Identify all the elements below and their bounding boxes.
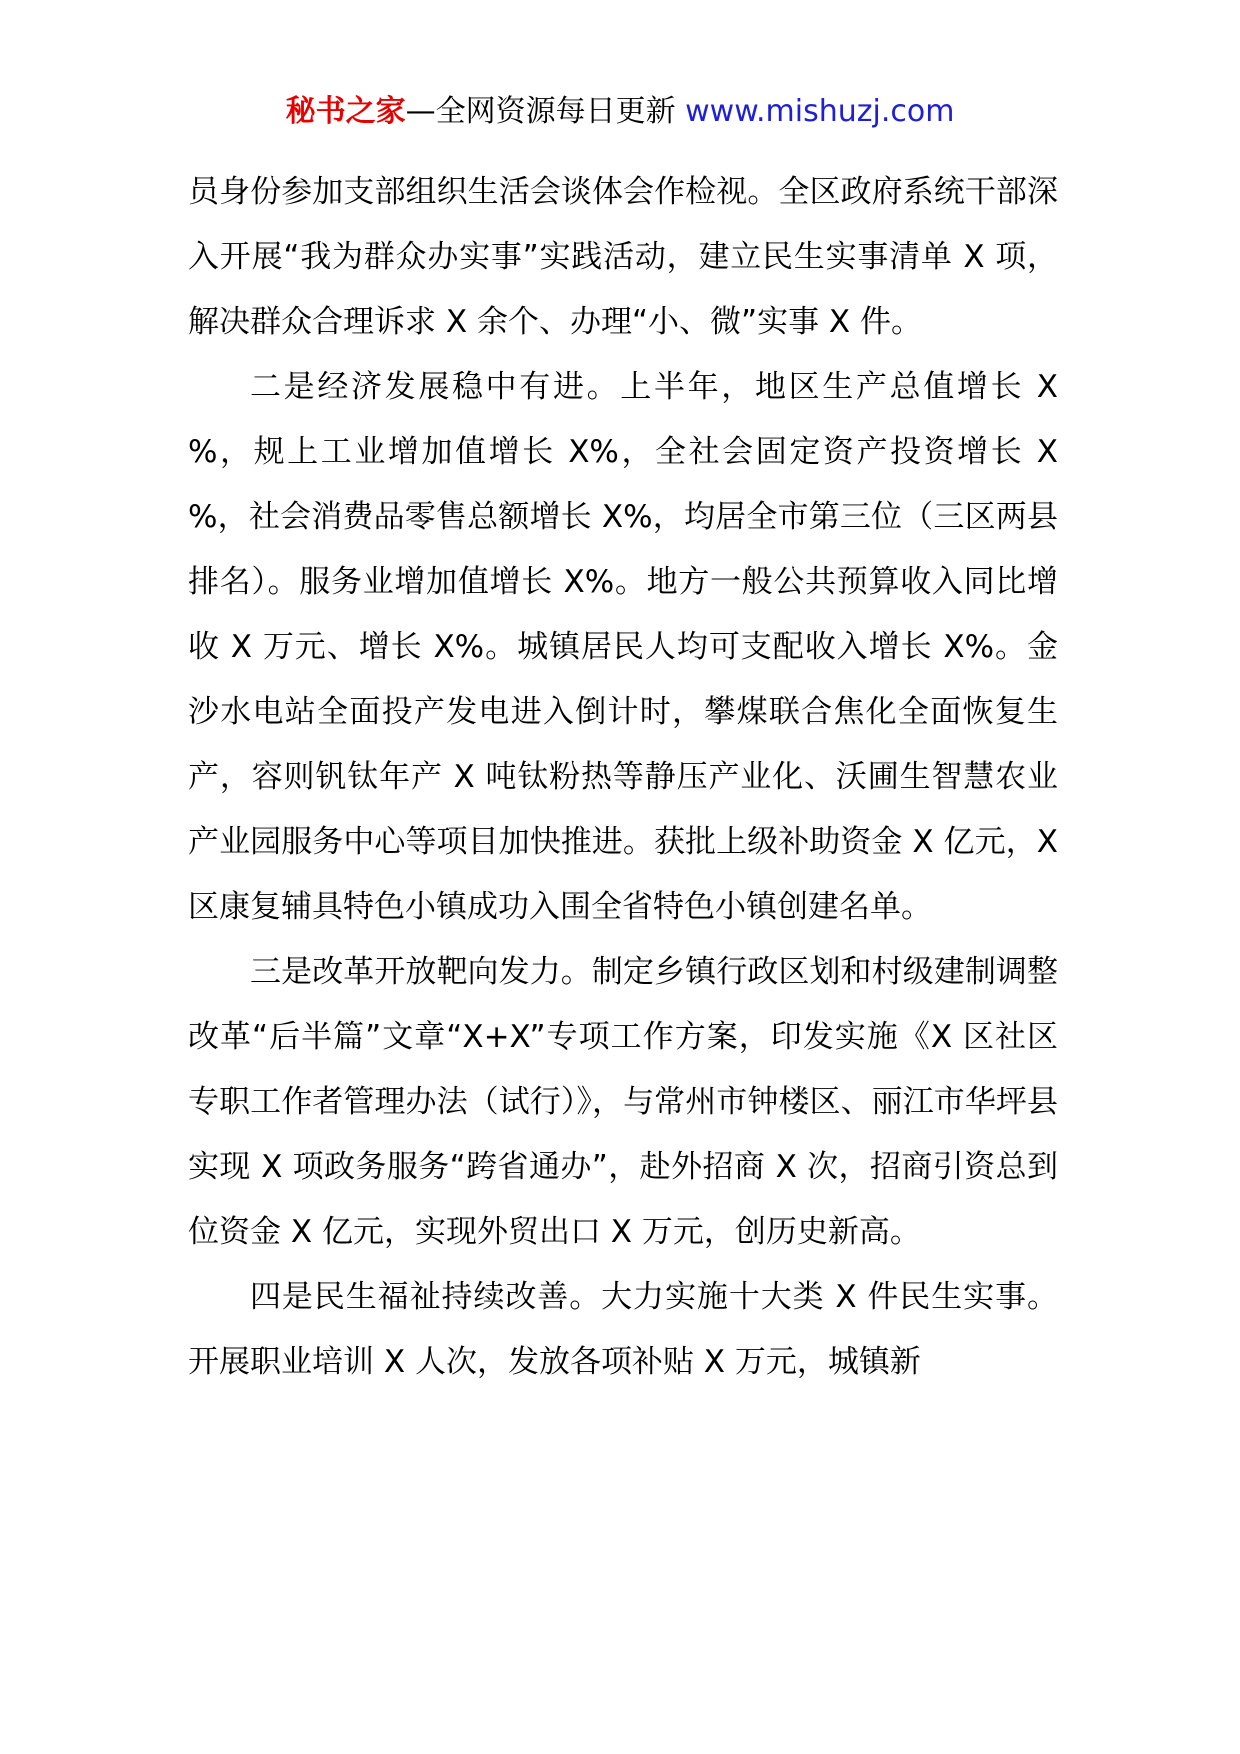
document-body bbox=[188, 160, 1058, 1395]
paragraph-livelihood: 四是民生福祉持续改善。大力实施十大类 X 件民生实事。开展职业培训 X 人次，发放各项补贴 X 万元，城镇新 bbox=[188, 1279, 1058, 1380]
paragraph-reform: 三是改革开放靶向发力。制定乡镇行政区划和村级建制调整改革“后半篇”文章“X+X”专项工作方案，印发实施《X 区社区专职工作者管理办法（试行）》，与常州市钟楼区、丽江市华坪县实现 X 项政务服务“跨省通办”，赴外招商 X 次，招商引资总到位资金 X 亿元，实现外贸出口 X 万元，创历史新高。 bbox=[188, 954, 1058, 1250]
header-tagline: —全网资源每日更新 bbox=[405, 94, 686, 129]
site-url-link[interactable]: www.mishuzj.com bbox=[685, 94, 955, 129]
brand-name: 秘书之家 bbox=[285, 94, 406, 129]
paragraph-economy: 二是经济发展稳中有进。上半年，地区生产总值增长 X %，规上工业增加值增长 X%，全社会固定资产投资增长 X %，社会消费品零售总额增长 X%，均居全市第三位（三区两县排名）。服务业增加值增长 X%。地方一般公共预算收入同比增收 X 万元、增长 X%。城镇居民人均可支配收入增长 X%。金沙水电站全面投产发电进入倒计时，攀煤联合焦化全面恢复生产，容则钒钛年产 X 吨钛粉热等静压产业化、沃圃生智慧农业产业园服务中心等项目加快推进。获批上级补助资金 X 亿元，X 区康复辅具特色小镇成功入围全省特色小镇创建名单。 bbox=[188, 369, 1058, 925]
page-header bbox=[0, 92, 1240, 132]
paragraph-continuation: 员身份参加支部组织生活会谈体会作检视。全区政府系统干部深入开展“我为群众办实事”实践活动，建立民生实事清单 X 项，解决群众合理诉求 X 余个、办理“小、微”实事 X 件。 bbox=[188, 174, 1058, 340]
